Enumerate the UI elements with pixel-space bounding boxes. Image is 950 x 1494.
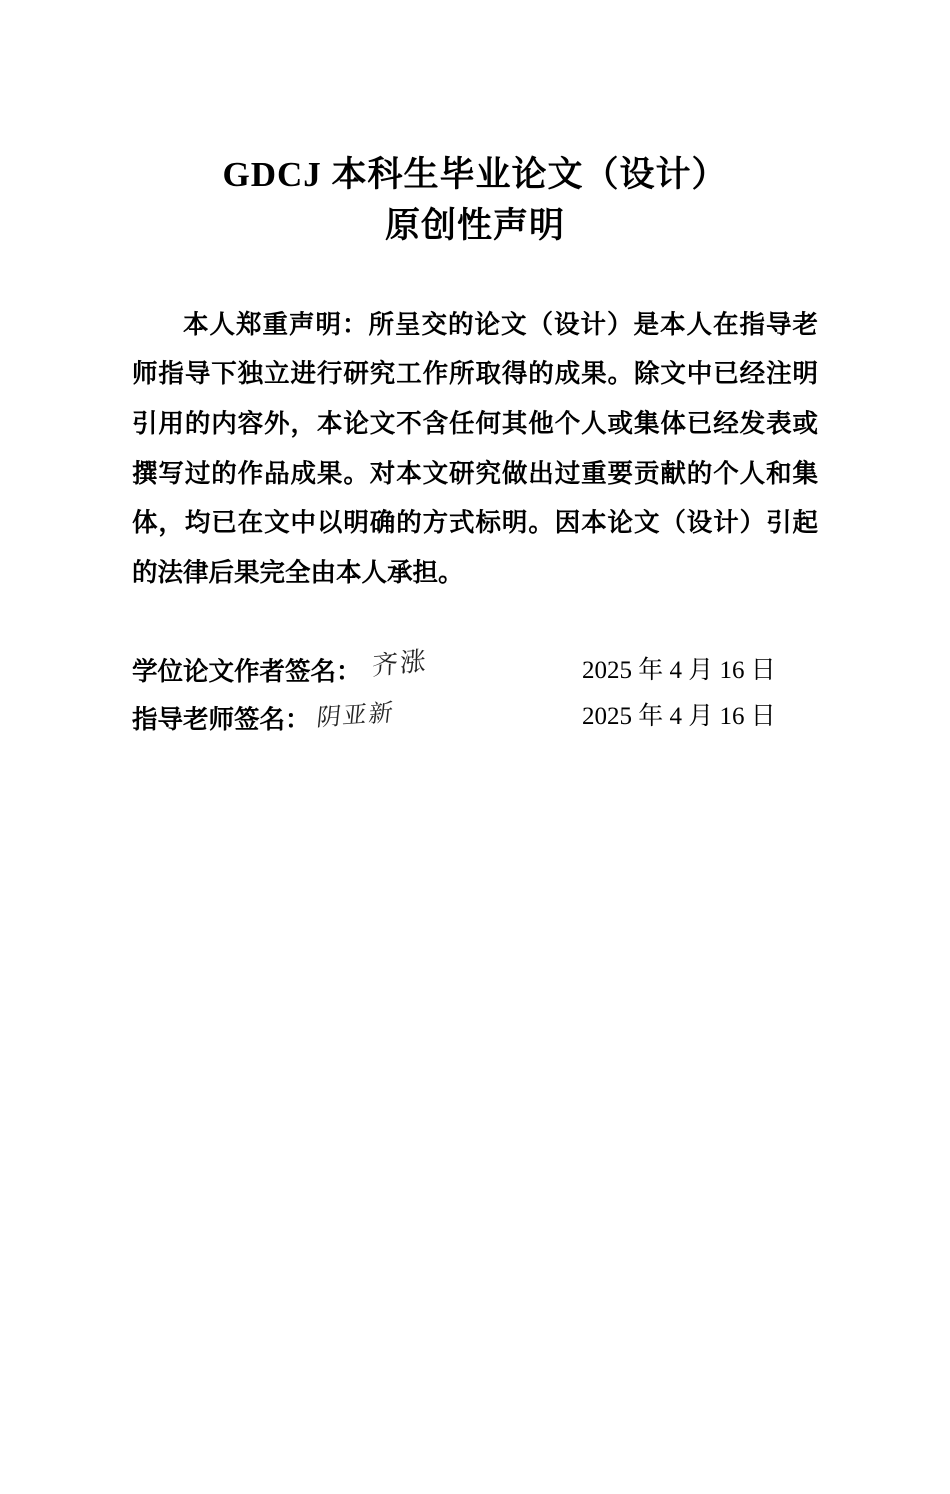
title-line-1: GDCJ 本科生毕业论文（设计） [222, 155, 728, 194]
author-signature-date: 2025 年 4 月 16 日 [582, 656, 776, 684]
advisor-signature-row [132, 688, 818, 736]
author-signature-handwriting: 齐涨 [371, 645, 428, 682]
title-line-2: 原创性声明 [384, 205, 565, 245]
advisor-signature-label: 指导老师签名： [132, 704, 311, 734]
document-page [0, 150, 950, 1494]
signature-block [132, 640, 818, 736]
statement-paragraph: 本人郑重声明：所呈交的论文（设计）是本人在指导老师指导下独立进行研究工作所取得的成果。除文中已经注明引用的内容外，本论文不含任何其他个人或集体已经发表或撰写过的作品成果。对本文研究做出过重要贡献的个人和集体，均已在文中以明确的方式标明。因本论文（设计）引起的法律后果完全由本人承担。 [132, 309, 818, 588]
statement-body [132, 300, 818, 598]
author-signature-row [132, 640, 818, 688]
document-title [132, 150, 818, 252]
advisor-signature-handwriting: 阴亚新 [314, 697, 396, 732]
advisor-signature-date: 2025 年 4 月 16 日 [582, 702, 776, 730]
author-signature-label: 学位论文作者签名： [132, 656, 362, 686]
